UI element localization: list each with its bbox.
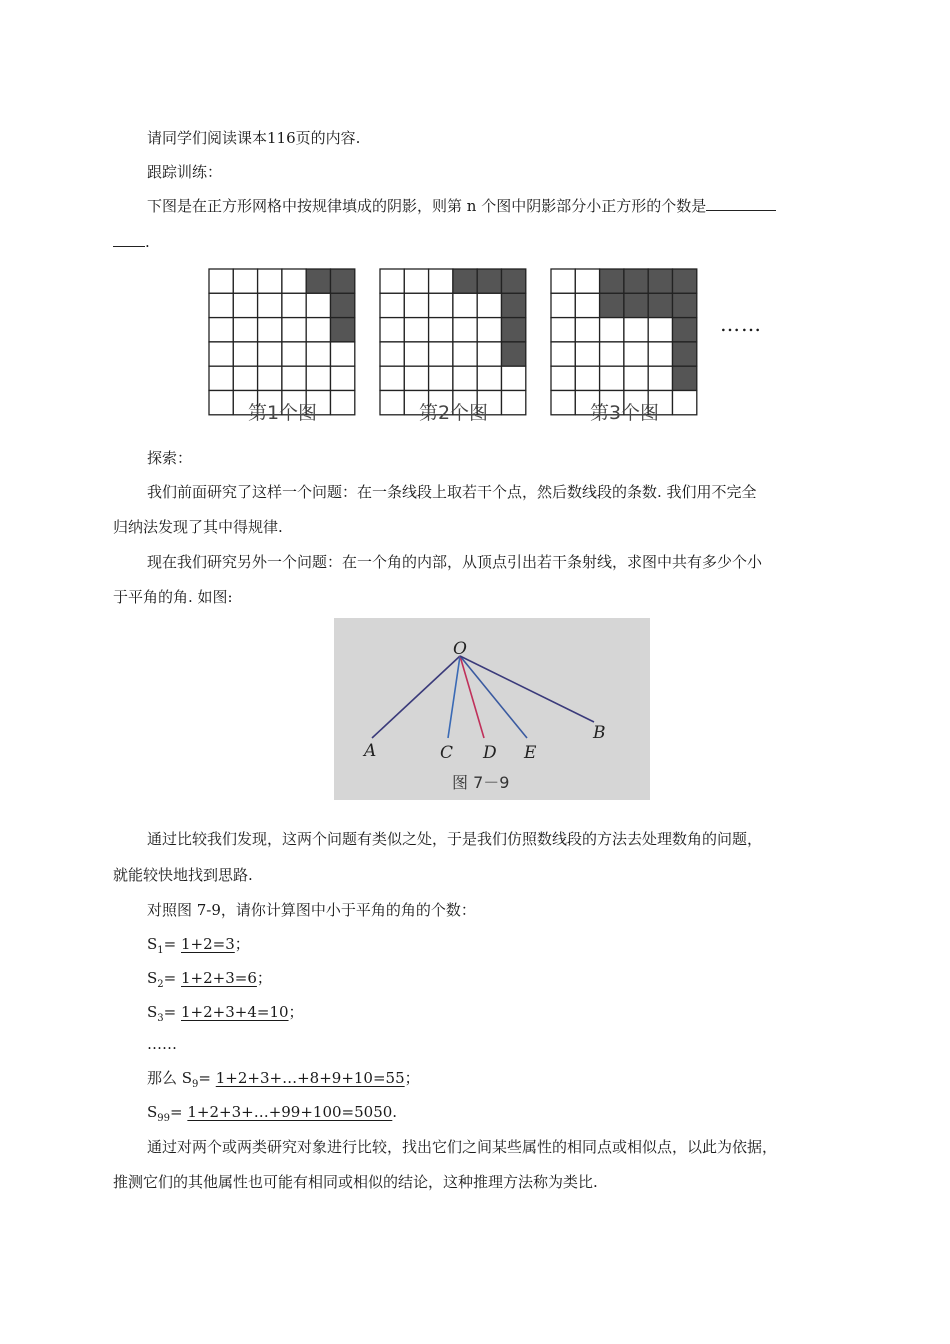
grid-cell xyxy=(209,269,233,293)
label-D: D xyxy=(483,743,497,763)
grid-cell xyxy=(429,318,453,342)
shaded-cell xyxy=(673,318,697,342)
answer-s2-value: 1+2+3=6 xyxy=(181,969,257,987)
grid-cell xyxy=(258,293,282,317)
grid-cell xyxy=(404,293,428,317)
grid-cell xyxy=(624,366,648,390)
label-B: B xyxy=(593,723,606,743)
answer-s99: $S_{99}=$ 1+2+3+…+99+100=5050. xyxy=(147,1103,398,1124)
label-O: O xyxy=(453,639,467,659)
grid-cell xyxy=(648,318,672,342)
ray-OA xyxy=(372,656,460,738)
shaded-cell xyxy=(648,293,672,317)
paragraph-angles-1: 现在我们研究另外一个问题：在一个角的内部，从顶点引出若干条射线，求图中共有多少个小 xyxy=(147,553,763,571)
grid-cell xyxy=(380,293,404,317)
grid-cell xyxy=(306,293,330,317)
answer-s1: $S_1= 1+2=3$； xyxy=(147,935,250,956)
shaded-cell xyxy=(502,269,526,293)
shaded-cell xyxy=(600,293,624,317)
shaded-cell xyxy=(453,269,477,293)
answer-blank-continuation[interactable] xyxy=(113,232,145,247)
answer-s1-value: 1+2=3 xyxy=(181,935,235,953)
exercise-question xyxy=(147,196,776,216)
grid-cell xyxy=(306,318,330,342)
grid-cell xyxy=(282,342,306,366)
grid-cell xyxy=(648,366,672,390)
grid-cell xyxy=(502,366,526,390)
shaded-cell xyxy=(624,293,648,317)
grid-caption-2: 第2个图 xyxy=(418,402,489,424)
grid-cell xyxy=(648,342,672,366)
grid-cell xyxy=(551,318,575,342)
grid-cell xyxy=(282,318,306,342)
grid-cell xyxy=(258,269,282,293)
shaded-cell xyxy=(502,293,526,317)
grid-cell xyxy=(209,293,233,317)
grid-cell xyxy=(331,342,355,366)
grid-cell xyxy=(429,342,453,366)
grid-cell xyxy=(477,342,501,366)
grid-cell xyxy=(624,342,648,366)
section-heading-explore: 探索： xyxy=(147,449,193,467)
grid-cell xyxy=(209,366,233,390)
grid-figure-2 xyxy=(379,268,527,416)
figure-7-9-photo xyxy=(334,618,650,800)
shaded-cell xyxy=(648,269,672,293)
grid-cell xyxy=(233,293,257,317)
shaded-cell xyxy=(306,269,330,293)
grid-cell xyxy=(209,318,233,342)
grid-cell xyxy=(233,318,257,342)
grid-cell xyxy=(380,366,404,390)
grid-cell xyxy=(233,366,257,390)
figure-caption: 图 7－9 xyxy=(452,773,510,792)
answer-s9: 那么 $S_9=$ 1+2+3+…+8+9+10=55； xyxy=(147,1069,420,1090)
grid-cell xyxy=(404,269,428,293)
grid-cell xyxy=(551,293,575,317)
grid-cell xyxy=(477,293,501,317)
shaded-cell xyxy=(477,269,501,293)
grid-cell xyxy=(380,318,404,342)
rays-diagram xyxy=(334,618,650,800)
grid-cell xyxy=(306,342,330,366)
grid-cell xyxy=(600,342,624,366)
answer-s9-value: 1+2+3+…+8+9+10=55 xyxy=(215,1069,405,1087)
shaded-cell xyxy=(673,293,697,317)
grid-caption-1: 第1个图 xyxy=(247,402,318,424)
shaded-cell xyxy=(600,269,624,293)
section-heading-practice: 跟踪训练： xyxy=(147,163,223,181)
grid-cell xyxy=(233,269,257,293)
paragraph-segments-2: 归纳法发现了其中得规律. xyxy=(113,518,283,536)
grid-cell xyxy=(306,366,330,390)
grid-cell xyxy=(551,269,575,293)
paragraph-angles-2: 于平角的角. 如图: xyxy=(113,588,233,606)
grid-cell xyxy=(575,366,599,390)
grid-cell xyxy=(282,366,306,390)
grid-cell xyxy=(551,366,575,390)
grid-cell xyxy=(453,318,477,342)
grid-figure-3 xyxy=(550,268,698,416)
grid-cell xyxy=(429,269,453,293)
grid-cell xyxy=(453,366,477,390)
grid-cell xyxy=(209,342,233,366)
paragraph-analogy-2: 推测它们的其他属性也可能有相同或相似的结论，这种推理方法称为类比. xyxy=(113,1173,598,1191)
grid-cell xyxy=(551,342,575,366)
shaded-cell xyxy=(502,342,526,366)
ray-OE xyxy=(460,656,527,738)
shaded-cell xyxy=(331,293,355,317)
shaded-cell xyxy=(673,342,697,366)
reading-instruction: 请同学们阅读课本116页的内容. xyxy=(147,129,361,147)
grid-cell xyxy=(380,269,404,293)
grid-cell xyxy=(258,366,282,390)
grid-cell xyxy=(600,318,624,342)
shaded-cell xyxy=(673,366,697,390)
grid-cell xyxy=(453,293,477,317)
grid-cell xyxy=(429,366,453,390)
grid-caption-3: 第3个图 xyxy=(589,402,660,424)
grid-cell xyxy=(404,366,428,390)
exercise-question-continuation xyxy=(113,232,150,252)
grid-cell xyxy=(258,342,282,366)
shaded-cell xyxy=(624,269,648,293)
exercise-question-text: 下图是在正方形网格中按规律填成的阴影，则第 n 个图中阴影部分小正方形的个数是 xyxy=(147,197,707,215)
grid-cell xyxy=(575,293,599,317)
paragraph-analogy-1: 通过对两个或两类研究对象进行比较，找出它们之间某些属性的相同点或相似点，以此为依据， xyxy=(147,1138,778,1156)
ellipsis: …… xyxy=(147,1035,177,1053)
grid-ellipsis: …… xyxy=(720,312,762,336)
grid-figure-1 xyxy=(208,268,356,416)
grid-cell xyxy=(477,318,501,342)
grid-cell xyxy=(233,342,257,366)
grid-cell xyxy=(575,318,599,342)
grid-cell xyxy=(624,318,648,342)
grid-cell xyxy=(282,269,306,293)
answer-s2: $S_2= 1+2+3=6$； xyxy=(147,969,272,990)
ray-OB xyxy=(460,656,594,722)
paragraph-compare-2: 就能较快地找到思路. xyxy=(113,866,253,884)
answer-s99-value: 1+2+3+…+99+100=5050 xyxy=(187,1103,393,1121)
answer-s3: $S_3= 1+2+3+4=10$； xyxy=(147,1003,304,1024)
grid-cell xyxy=(380,342,404,366)
grid-cell xyxy=(575,269,599,293)
grid-cell xyxy=(258,318,282,342)
label-A: A xyxy=(364,741,377,761)
answer-blank[interactable] xyxy=(706,196,776,211)
paragraph-segments-1: 我们前面研究了这样一个问题：在一条线段上取若干个点，然后数线段的条数. 我们用不完全 xyxy=(147,483,757,501)
grid-cell xyxy=(404,318,428,342)
shaded-cell xyxy=(502,318,526,342)
task-instruction: 对照图 7-9，请你计算图中小于平角的角的个数： xyxy=(147,901,476,919)
paragraph-compare-1: 通过比较我们发现，这两个问题有类似之处，于是我们仿照数线段的方法去处理数角的问题， xyxy=(147,830,763,848)
grid-cell xyxy=(575,342,599,366)
exercise-period: . xyxy=(145,233,150,251)
shaded-cell xyxy=(331,269,355,293)
grid-cell xyxy=(404,342,428,366)
shaded-cell xyxy=(673,269,697,293)
label-C: C xyxy=(440,743,454,763)
ray-OD xyxy=(460,656,484,738)
grid-cell xyxy=(453,342,477,366)
grid-cell xyxy=(477,366,501,390)
grid-cell xyxy=(600,366,624,390)
answer-s3-value: 1+2+3+4=10 xyxy=(181,1003,289,1021)
grid-cell xyxy=(331,366,355,390)
shaded-cell xyxy=(331,318,355,342)
label-E: E xyxy=(524,743,537,763)
grid-cell xyxy=(282,293,306,317)
grid-cell xyxy=(429,293,453,317)
ray-OC xyxy=(448,656,460,738)
